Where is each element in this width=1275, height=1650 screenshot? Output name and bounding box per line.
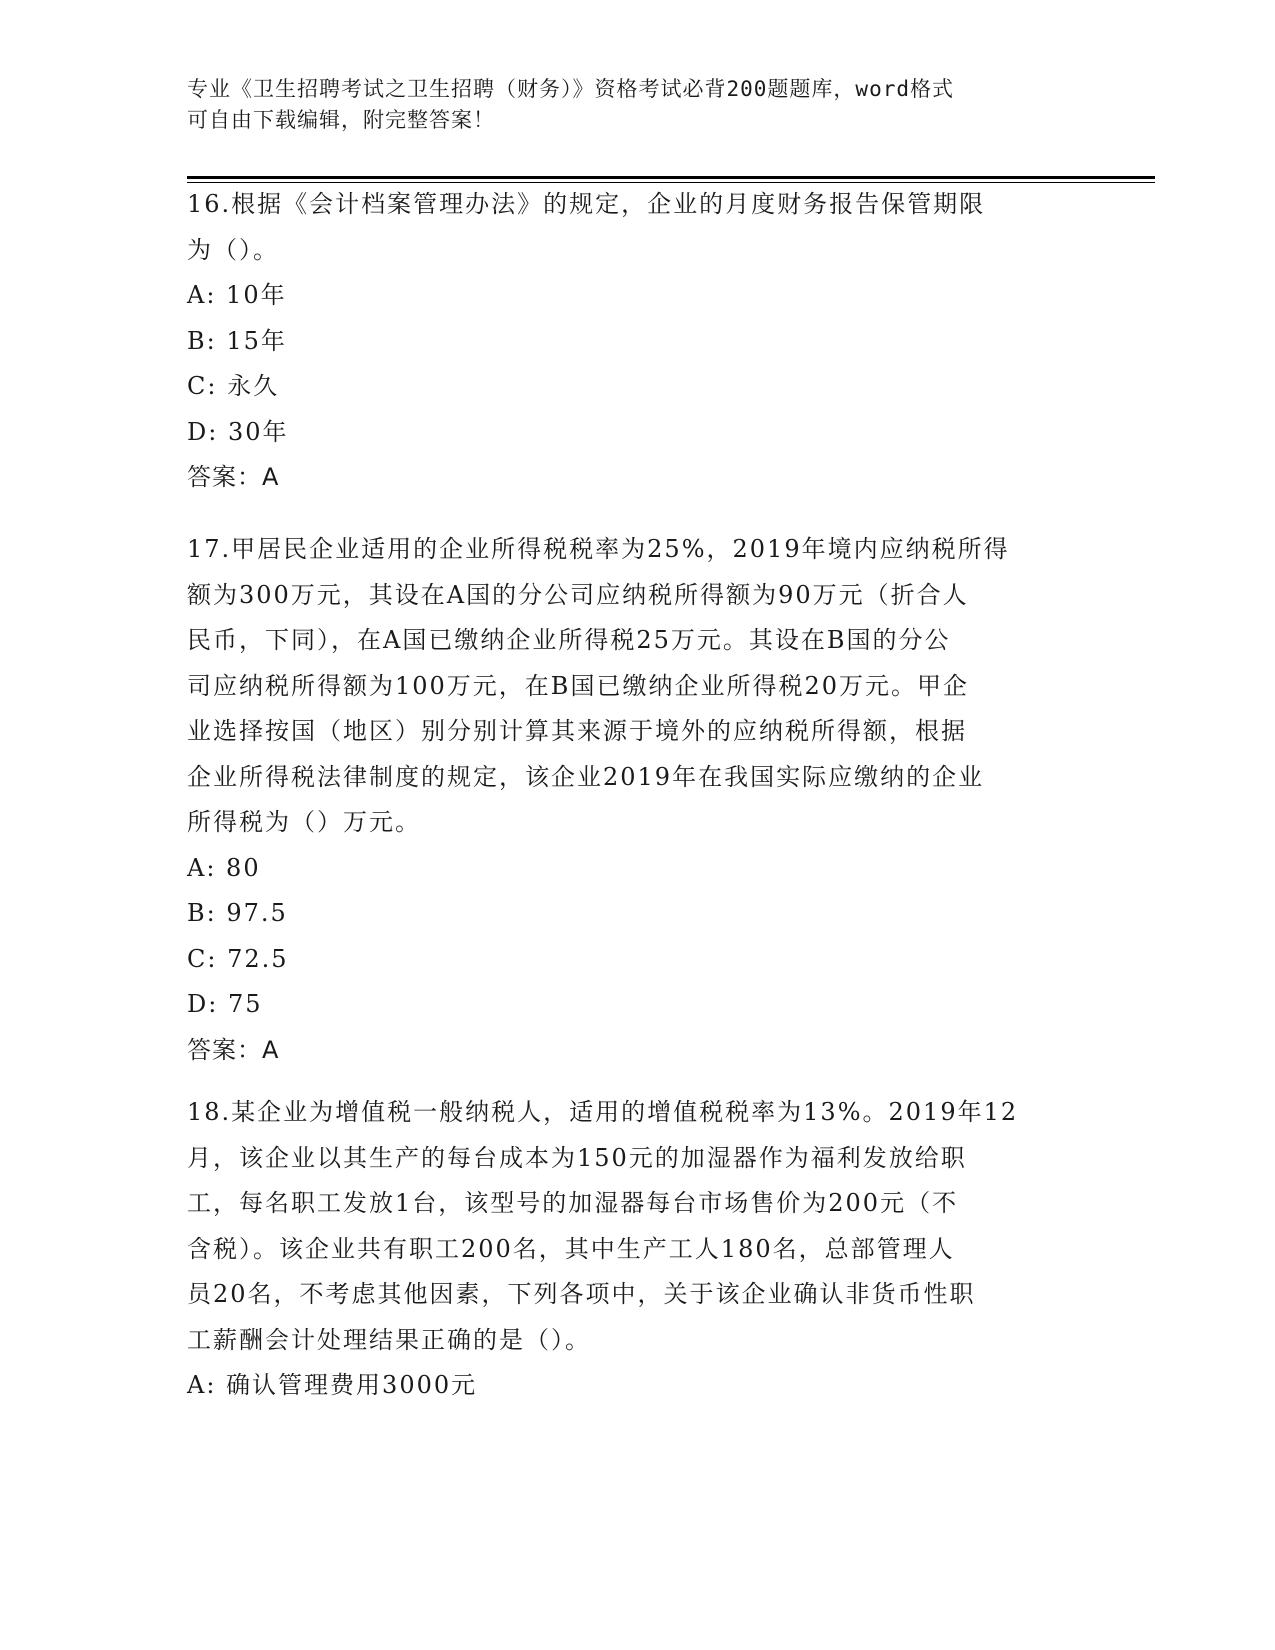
document-header [187, 74, 1077, 136]
question-stem-line: 工，每名职工发放1台，该型号的加湿器每台市场售价为200元（不 [187, 1189, 959, 1217]
option-c: C: 72.5 [187, 944, 289, 973]
question-stem-line: 司应纳税所得额为100万元，在B国已缴纳企业所得税20万元。甲企 [187, 671, 969, 700]
question-stem-line: 业选择按国（地区）别分别计算其来源于境外的应纳税所得额，根据 [187, 717, 967, 745]
answer-label: 答案：A [187, 1035, 280, 1064]
option-a: A: 确认管理费用3000元 [187, 1371, 478, 1399]
header-line-1: 专业《卫生招聘考试之卫生招聘（财务）》资格考试必背200题题库，word格式 [187, 77, 954, 101]
header-line-2: 可自由下载编辑，附完整答案！ [187, 108, 495, 132]
question-stem-line: 17.甲居民企业适用的企业所得税税率为25%，2019年境内应纳税所得 [187, 535, 1010, 563]
question-stem-line: 员20名，不考虑其他因素，下列各项中，关于该企业确认非货币性职 [187, 1280, 976, 1308]
question-stem-line: 民币，下同），在A国已缴纳企业所得税25万元。其设在B国的分公 [187, 626, 951, 654]
question-18 [187, 1090, 1087, 1409]
question-stem-line: 18.某企业为增值税一般纳税人，适用的增值税税率为13%。2019年12 [187, 1098, 1019, 1126]
question-16 [187, 182, 1087, 501]
question-17 [187, 527, 1087, 1073]
option-b: B: 97.5 [187, 899, 288, 927]
question-stem-line: 所得税为（）万元。 [187, 808, 421, 836]
option-b: B: 15年 [187, 326, 287, 355]
question-stem-line: 工薪酬会计处理结果正确的是（）。 [187, 1325, 591, 1354]
option-c: C: 永久 [187, 372, 280, 400]
question-stem-line: 月，该企业以其生产的每台成本为150元的加湿器作为福利发放给职 [187, 1143, 967, 1172]
question-stem-line: 企业所得税法律制度的规定，该企业2019年在我国实际应缴纳的企业 [187, 762, 985, 791]
header-divider-thick [187, 176, 1155, 179]
option-d: D: 30年 [187, 417, 289, 446]
option-a: A: 10年 [187, 281, 287, 309]
answer-label: 答案：A [187, 463, 280, 491]
question-stem-line: 为（）。 [187, 235, 279, 264]
question-stem-line: 额为300万元，其设在A国的分公司应纳税所得额为90万元（折合人 [187, 580, 969, 609]
option-d: D: 75 [187, 990, 263, 1018]
option-a: A: 80 [187, 853, 261, 882]
question-stem-line: 含税）。该企业共有职工200名，其中生产工人180名，总部管理人 [187, 1234, 955, 1263]
question-stem-line: 16.根据《会计档案管理办法》的规定，企业的月度财务报告保管期限 [187, 190, 986, 218]
